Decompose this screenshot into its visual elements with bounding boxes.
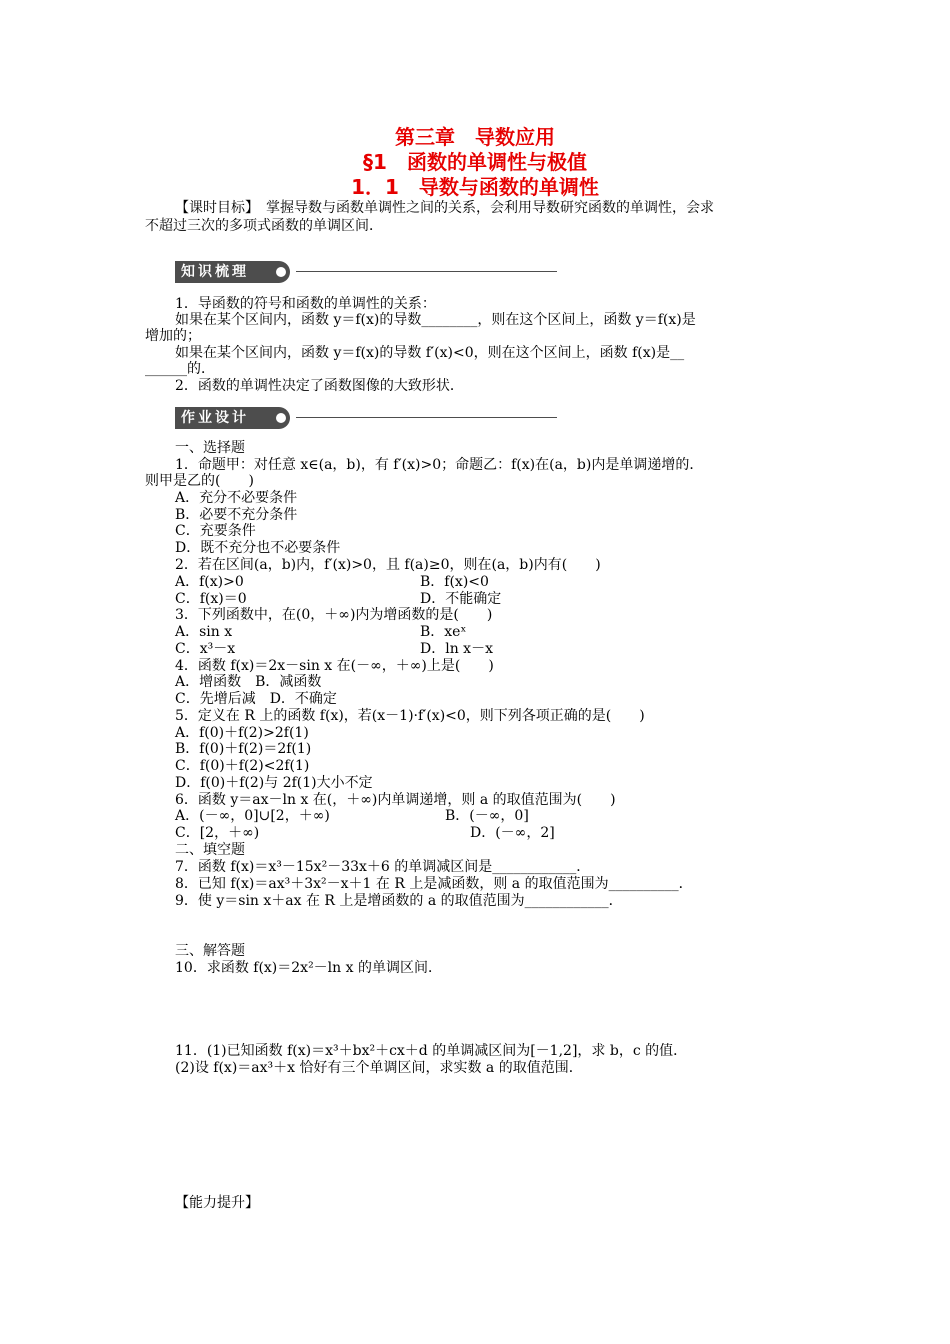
q1-option-a: A．充分不必要条件	[175, 490, 298, 506]
q2-option-a: A．f(x)>0	[175, 574, 244, 590]
q5-option-c: C．f(0)＋f(2)<2f(1)	[175, 758, 310, 774]
q4-stem: 4．函数 f(x)＝2x－sin x 在(－∞，＋∞)上是( )	[175, 658, 494, 674]
knowledge-banner	[175, 261, 557, 283]
q1-option-d: D．既不充分也不必要条件	[175, 540, 341, 556]
q5-option-a: A．f(0)＋f(2)>2f(1)	[175, 725, 309, 741]
ability-heading: 【能力提升】	[175, 1195, 259, 1211]
q3-option-b: B．xeˣ	[420, 624, 467, 640]
q8: 8．已知 f(x)＝ax³＋3x²－x＋1 在 R 上是减函数，则 a 的取值范围为__________．	[175, 876, 693, 892]
q6-option-d: D．(－∞，2]	[470, 825, 555, 841]
knowledge-item-5: ______的．	[145, 361, 215, 377]
q6-option-b: B．(－∞，0]	[445, 808, 529, 824]
q3-option-d: D．ln x－x	[420, 641, 493, 657]
subsection-title: 1．1 导数与函数的单调性	[351, 175, 599, 199]
q1-option-c: C．充要条件	[175, 523, 256, 539]
q2-stem: 2．若在区间(a，b)内，f′(x)>0，且 f(a)≥0，则在(a，b)内有( )	[175, 557, 601, 573]
q1-stem-1: 1．命题甲：对任意 x∈(a，b)，有 f′(x)>0；命题乙：f(x)在(a，b)内是单调递增的．	[175, 457, 704, 473]
banner-rule	[296, 271, 557, 272]
knowledge-item-6: 2．函数的单调性决定了函数图像的大致形状．	[175, 378, 464, 394]
q6-option-c: C．[2，＋∞)	[175, 825, 260, 841]
q4-options-ab: A．增函数 B．减函数	[175, 674, 322, 690]
part2-heading: 二、填空题	[175, 842, 245, 858]
objective-line-2: 不超过三次的多项式函数的单调区间．	[145, 218, 383, 234]
q7: 7．函数 f(x)＝x³－15x²－33x＋6 的单调减区间是____________．	[175, 859, 591, 875]
q2-option-b: B．f(x)<0	[420, 574, 489, 590]
q6-option-a: A．(－∞，0]∪[2，＋∞)	[175, 808, 330, 824]
homework-banner	[175, 407, 557, 429]
q1-stem-2: 则甲是乙的( )	[145, 473, 254, 489]
knowledge-item-4: 如果在某个区间内，函数 y＝f(x)的导数 f′(x)<0，则在这个区间上，函数 f(x)是__	[175, 345, 685, 361]
q5-option-b: B．f(0)＋f(2)＝2f(1)	[175, 741, 312, 757]
q5-option-d: D．f(0)＋f(2)与 2f(1)大小不定	[175, 775, 373, 791]
homework-banner-label: 作业设计	[175, 407, 290, 429]
q11-part-1: 11．(1)已知函数 f(x)＝x³＋bx²＋cx＋d 的单调减区间为[－1,2]，求 b，c 的值．	[175, 1043, 688, 1059]
knowledge-item-1: 1．导函数的符号和函数的单调性的关系：	[175, 296, 436, 312]
q5-stem: 5．定义在 R 上的函数 f(x)，若(x－1)·f′(x)<0，则下列各项正确的是( )	[175, 708, 645, 724]
knowledge-banner-label: 知识梳理	[175, 261, 290, 283]
objective-line-1: 【课时目标】 掌握导数与函数单调性之间的关系，会利用导数研究函数的单调性，会求	[175, 200, 714, 216]
q6-stem: 6．函数 y＝ax－ln x 在(，＋∞)内单调递增，则 a 的取值范围为( )	[175, 792, 616, 808]
q4-options-cd: C．先增后减 D．不确定	[175, 691, 337, 707]
q11-part-2: (2)设 f(x)＝ax³＋x 恰好有三个单调区间，求实数 a 的取值范围．	[175, 1060, 583, 1076]
knowledge-item-2: 如果在某个区间内，函数 y＝f(x)的导数________，则在这个区间上，函数 y＝f(x)是	[175, 312, 696, 328]
q2-option-d: D．不能确定	[420, 591, 502, 607]
banner-rule	[296, 417, 557, 418]
q3-option-a: A．sin x	[175, 624, 233, 640]
chapter-title: 第三章 导数应用	[395, 125, 555, 149]
part1-heading: 一、选择题	[175, 440, 245, 456]
part3-heading: 三、解答题	[175, 943, 245, 959]
q1-option-b: B．必要不充分条件	[175, 507, 298, 523]
q3-option-c: C．x³－x	[175, 641, 236, 657]
banner-dot-icon	[276, 413, 286, 423]
q9: 9．使 y＝sin x＋ax 在 R 上是增函数的 a 的取值范围为____________．	[175, 893, 623, 909]
q3-stem: 3．下列函数中，在(0，＋∞)内为增函数的是( )	[175, 607, 493, 623]
q2-option-c: C．f(x)＝0	[175, 591, 247, 607]
q10: 10．求函数 f(x)＝2x²－ln x 的单调区间．	[175, 960, 442, 976]
banner-dot-icon	[276, 267, 286, 277]
section-title: §1 函数的单调性与极值	[363, 150, 587, 174]
knowledge-item-3: 增加的；	[145, 328, 201, 344]
